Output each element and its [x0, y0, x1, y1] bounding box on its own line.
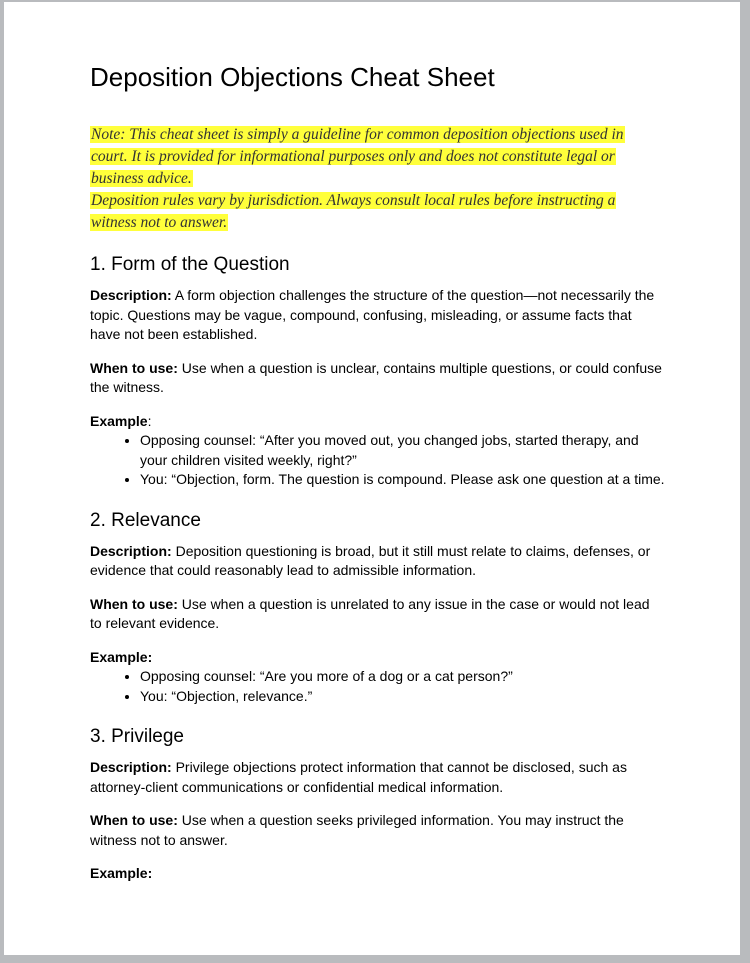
- example-label-paragraph: [90, 648, 665, 668]
- example-label: Example:: [90, 865, 153, 881]
- description-paragraph: [90, 542, 665, 581]
- highlighted-text: Deposition rules vary by jurisdiction. Always consult local rules before instructing a: [91, 192, 616, 209]
- when-to-use-paragraph: [90, 595, 665, 634]
- description-label: Description:: [90, 287, 172, 303]
- bullet-item: • Opposing counsel: “After you moved out, you changed jobs, started therapy, and your children visited weekly, right?”: [140, 431, 665, 470]
- when-to-use-label: When to use:: [90, 359, 178, 376]
- highlighted-text: Note: This cheat sheet is simply a guideline for common deposition objections used in: [91, 126, 624, 143]
- section-form-of-the-question: [90, 252, 665, 490]
- example-label-paragraph: [90, 864, 665, 884]
- when-to-use-paragraph: [90, 811, 665, 850]
- note-line: [90, 190, 665, 212]
- when-to-use-paragraph: [90, 359, 665, 398]
- highlighted-text: court. It is provided for informational purposes only and does not constitute legal or: [91, 148, 615, 165]
- example-label-paragraph: [90, 412, 665, 432]
- example-list: [90, 667, 665, 706]
- note-line: [90, 124, 665, 146]
- when-to-use-label: When to use:: [90, 595, 178, 612]
- highlighted-text: witness not to answer.: [91, 214, 228, 231]
- document-page: [4, 2, 740, 955]
- when-to-use-text: Use when a question seeks privileged information. You may instruct the witness not to answer.: [90, 812, 624, 848]
- example-label-suffix: :: [147, 412, 152, 429]
- note-line: [90, 212, 665, 234]
- description-label: Description:: [90, 759, 172, 775]
- example-label: Example: [90, 412, 148, 429]
- section-heading: 1. Form of the Question: [90, 254, 290, 275]
- section-heading: 2. Relevance: [90, 509, 201, 531]
- section-privilege: [90, 724, 665, 884]
- disclaimer-note: [90, 124, 665, 234]
- when-to-use-text: Use when a question is unrelated to any issue in the case or would not lead to relevant evidence.: [90, 595, 650, 631]
- bullet-item: • You: “Objection, relevance.”: [140, 687, 665, 707]
- bullet-item: • Opposing counsel: “Are you more of a dog or a cat person?”: [140, 667, 665, 687]
- bullet-item: • You: “Objection, form. The question is compound. Please ask one question at a time.: [140, 470, 665, 490]
- when-to-use-text: Use when a question is unclear, contains multiple questions, or could confuse the witness.: [90, 359, 662, 395]
- example-label: Example:: [90, 648, 153, 665]
- description-paragraph: [90, 758, 665, 797]
- section-relevance: [90, 508, 665, 707]
- document-title: Deposition Objections Cheat Sheet: [90, 62, 495, 92]
- highlighted-text: business advice.: [91, 170, 192, 187]
- example-list: [90, 431, 665, 490]
- description-text: Privilege objections protect information that cannot be disclosed, such as attorney-client communications or confidential medical information.: [90, 759, 627, 795]
- note-line: [90, 168, 665, 190]
- description-paragraph: [90, 286, 665, 345]
- when-to-use-label: When to use:: [90, 812, 178, 828]
- section-heading: 3. Privilege: [90, 726, 184, 747]
- description-text: Deposition questioning is broad, but it still must relate to claims, defenses, or evidence that could reasonably lead to admissible information.: [90, 542, 651, 578]
- description-text: A form objection challenges the structure of the question—not necessarily the topic. Questions may be vague, compound, confusing, misleading, or assume facts that have not been established.: [90, 287, 655, 342]
- note-line: [90, 146, 665, 168]
- document-content: [4, 2, 740, 884]
- description-label: Description:: [90, 542, 172, 559]
